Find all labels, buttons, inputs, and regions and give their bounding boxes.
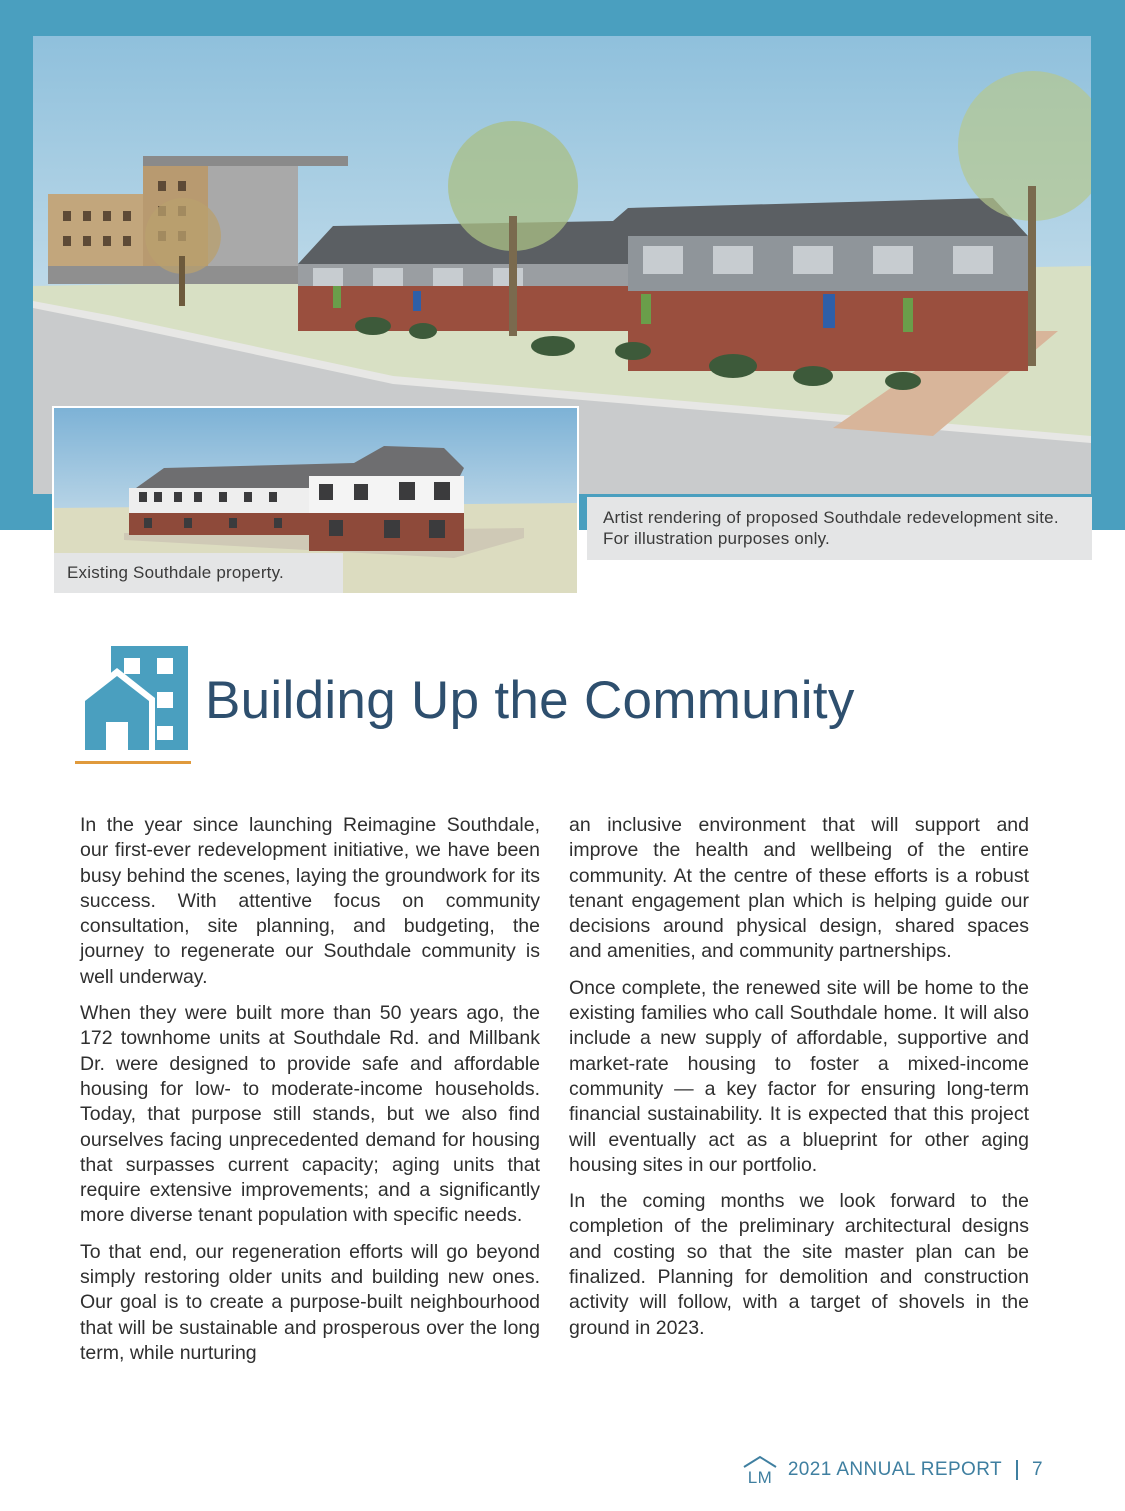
- paragraph: When they were built more than 50 years ago, the 172 townhome units at Southdale Rd. and Millbank Dr. were designed to provide safe and affordable housing for low- to moderate-income households. Today, that purpose still stands, but we also find ourselves facing unprecedented demand for housing that surpasses current capacity; aging units that require extensive improvements; and a significantly more diverse tenant population with specific needs.: [80, 1002, 540, 1227]
- existing-property-caption: Existing Southdale property.: [54, 553, 343, 593]
- paragraph: To that end, our regeneration efforts will go beyond simply restoring older units and building new ones. Our goal is to create a purpose-built neighbourhood that will be sustainable and prosperous over the long term, while nurturing: [80, 1240, 540, 1364]
- paragraph: In the year since launching Reimagine Southdale, our first-ever redevelopment initiative, we have been busy behind the scenes, laying the groundwork for its success. With attentive focus on community consultation, site planning, and budgeting, the journey to regenerate our Southdale community is well underway.: [80, 814, 540, 988]
- right-column: [569, 813, 1029, 1352]
- paragraph: Once complete, the renewed site will be home to the existing families who call Southdale home. It will also include a new supply of affordable, supportive and market-rate housing to foster a mixed-income community — a key factor for ensuring long-term financial sustainability. It is expected that this project will eventually act as a blueprint for other aging housing sites in our portfolio.: [569, 976, 1029, 1176]
- hero-image-caption: Artist rendering of proposed Southdale redevelopment site. For illustration purposes only.: [587, 497, 1092, 560]
- page-title: Building Up the Community: [205, 671, 855, 730]
- left-column: [80, 813, 540, 1377]
- report-label: 2021 ANNUAL REPORT: [787, 1459, 1003, 1480]
- page-number: 7: [1032, 1459, 1043, 1480]
- page-footer: [740, 1455, 1043, 1485]
- footer-divider: [1016, 1460, 1018, 1480]
- paragraph: an inclusive environment that will support and improve the health and wellbeing of the entire community. At the centre of these efforts is a robust tenant engagement plan which is helping guide our decisions around physical design, shared spaces and amenities, and community partnerships.: [569, 814, 1029, 963]
- community-buildings-icon: [79, 646, 188, 750]
- lm-logo-icon: [740, 1455, 780, 1485]
- heading-accent-rule: [75, 761, 191, 764]
- logo-text: LM: [747, 1468, 773, 1485]
- paragraph: In the coming months we look forward to the completion of the preliminary architectural designs and costing so that the site master plan can be finalized. Planning for demolition and construction activity will follow, with a target of shovels in the ground in 2023.: [569, 1190, 1029, 1339]
